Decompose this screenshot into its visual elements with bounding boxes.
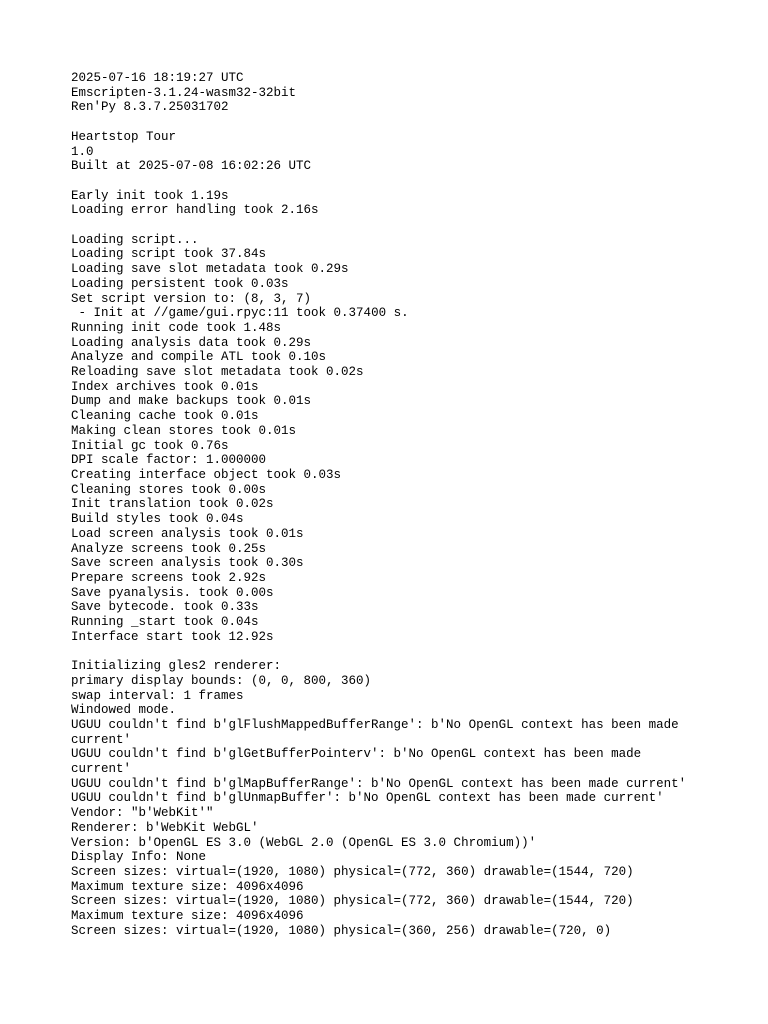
log-line: Making clean stores took 0.01s [71,423,297,438]
log-line: Windowed mode. [71,703,177,718]
log-line: Loading script took 37.84s [71,247,267,262]
log-blank-line [71,115,761,130]
log-line: Loading persistent took 0.03s [71,276,289,291]
log-line: Heartstop Tour [71,129,177,144]
log-line: UGUU couldn't find b'glGetBufferPointerv': b'No OpenGL context has been made current' [71,747,649,777]
log-line: Dump and make backups took 0.01s [71,394,312,409]
log-line: Initializing gles2 renderer: [71,659,282,674]
log-line: Cleaning cache took 0.01s [71,409,259,424]
log-output [71,71,761,938]
log-line: Build styles took 0.04s [71,512,244,527]
log-line: Analyze screens took 0.25s [71,541,267,556]
log-line: Cleaning stores took 0.00s [71,482,267,497]
log-line: Running init code took 1.48s [71,320,282,335]
log-line: Display Info: None [71,850,207,865]
log-line: Prepare screens took 2.92s [71,570,267,585]
log-blank-line [71,218,761,233]
log-line: Reloading save slot metadata took 0.02s [71,365,364,380]
log-line: Vendor: "b'WebKit'" [71,806,214,821]
log-line: Save bytecode. took 0.33s [71,600,259,615]
log-line: 2025-07-16 18:19:27 UTC [71,71,244,85]
log-line: Emscripten-3.1.24-wasm32-32bit [71,85,297,100]
log-line: Save pyanalysis. took 0.00s [71,585,274,600]
log-line: Loading script... [71,232,199,247]
log-line: Init translation took 0.02s [71,497,274,512]
log-line: Maximum texture size: 4096x4096 [71,879,304,894]
log-line: Version: b'OpenGL ES 3.0 (WebGL 2.0 (OpenGL ES 3.0 Chromium))' [71,835,537,850]
log-line: swap interval: 1 frames [71,688,244,703]
log-line: Initial gc took 0.76s [71,438,229,453]
log-line: Screen sizes: virtual=(1920, 1080) physical=(772, 360) drawable=(1544, 720) [71,864,634,879]
log-line: Analyze and compile ATL took 0.10s [71,350,327,365]
log-blank-line [71,174,761,189]
log-line: Screen sizes: virtual=(1920, 1080) physical=(772, 360) drawable=(1544, 720) [71,894,634,909]
log-line: Renderer: b'WebKit WebGL' [71,820,259,835]
log-line: Set script version to: (8, 3, 7) [71,291,312,306]
log-line: primary display bounds: (0, 0, 800, 360) [71,673,372,688]
log-line: Index archives took 0.01s [71,379,259,394]
log-line: Loading analysis data took 0.29s [71,335,312,350]
log-line: 1.0 [71,144,94,159]
log-line: DPI scale factor: 1.000000 [71,453,267,468]
log-line: Loading error handling took 2.16s [71,203,319,218]
log-line: Built at 2025-07-08 16:02:26 UTC [71,159,312,174]
log-line: - Init at //game/gui.rpyc:11 took 0.37400 s. [71,306,409,321]
log-blank-line [71,644,761,659]
log-line: UGUU couldn't find b'glFlushMappedBufferRange': b'No OpenGL context has been made current' [71,717,687,747]
log-line: Running _start took 0.04s [71,615,259,630]
log-line: Screen sizes: virtual=(1920, 1080) physical=(360, 256) drawable=(720, 0) [71,923,612,938]
log-line: Creating interface object took 0.03s [71,467,342,482]
log-line: Loading save slot metadata took 0.29s [71,262,349,277]
log-line: UGUU couldn't find b'glMapBufferRange': b'No OpenGL context has been made current' [71,776,687,791]
log-line: Maximum texture size: 4096x4096 [71,909,304,924]
log-line: Save screen analysis took 0.30s [71,556,304,571]
log-line: Load screen analysis took 0.01s [71,526,304,541]
log-line: Early init took 1.19s [71,188,229,203]
log-line: Ren'Py 8.3.7.25031702 [71,100,229,115]
log-line: UGUU couldn't find b'glUnmapBuffer': b'No OpenGL context has been made current' [71,791,664,806]
log-line: Interface start took 12.92s [71,629,274,644]
